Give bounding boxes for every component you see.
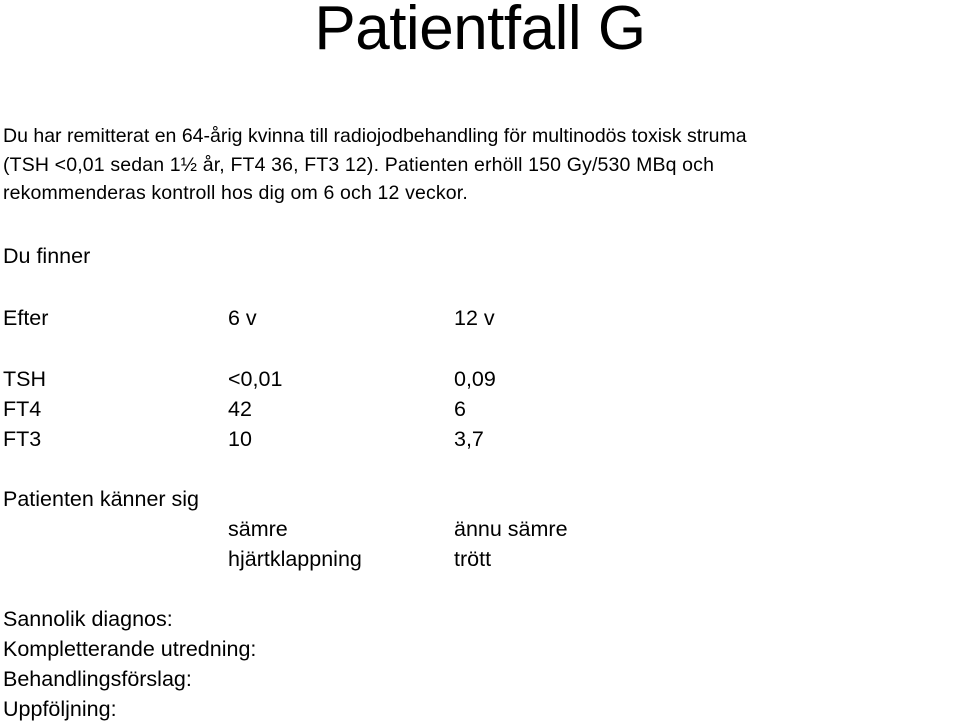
table-cell: 42: [228, 397, 252, 421]
page-title: Patientfall G: [314, 0, 646, 63]
table-cell: FT3: [3, 427, 42, 451]
case-description-line: rekommenderas kontroll hos dig om 6 och 12 veckor.: [3, 182, 468, 204]
table-cell: 0,09: [454, 367, 496, 391]
symptom-week12: ännu sämre: [454, 517, 568, 541]
case-description-line: (TSH <0,01 sedan 1½ år, FT4 36, FT3 12). Patienten erhöll 150 Gy/530 MBq och: [3, 153, 715, 176]
question-diagnosis: Sannolik diagnos:: [3, 607, 173, 631]
findings-label: Du finner: [3, 244, 91, 268]
question-treatment: Behandlingsförslag:: [3, 667, 192, 691]
question-followup: Uppföljning:: [3, 697, 117, 721]
symptom-week6: hjärtklappning: [228, 547, 362, 571]
table-cell: 10: [228, 427, 252, 451]
symptoms-label: Patienten känner sig: [3, 487, 200, 511]
case-description: [3, 122, 958, 208]
table-cell: <0,01: [228, 367, 283, 391]
table-cell: FT4: [3, 397, 42, 421]
table-header-cell: 12 v: [454, 306, 495, 330]
case-description-line: Du har remitterat en 64-årig kvinna till radiojodbehandling för multinodös toxisk struma: [3, 125, 747, 147]
table-header-cell: Efter: [3, 306, 49, 330]
table-header-cell: 6 v: [228, 306, 257, 330]
table-cell: 6: [454, 397, 466, 421]
symptom-week6: sämre: [228, 517, 288, 541]
table-cell: TSH: [3, 367, 46, 391]
table-cell: 3,7: [454, 427, 484, 451]
question-workup: Kompletterande utredning:: [3, 637, 257, 661]
symptom-week12: trött: [454, 547, 492, 571]
